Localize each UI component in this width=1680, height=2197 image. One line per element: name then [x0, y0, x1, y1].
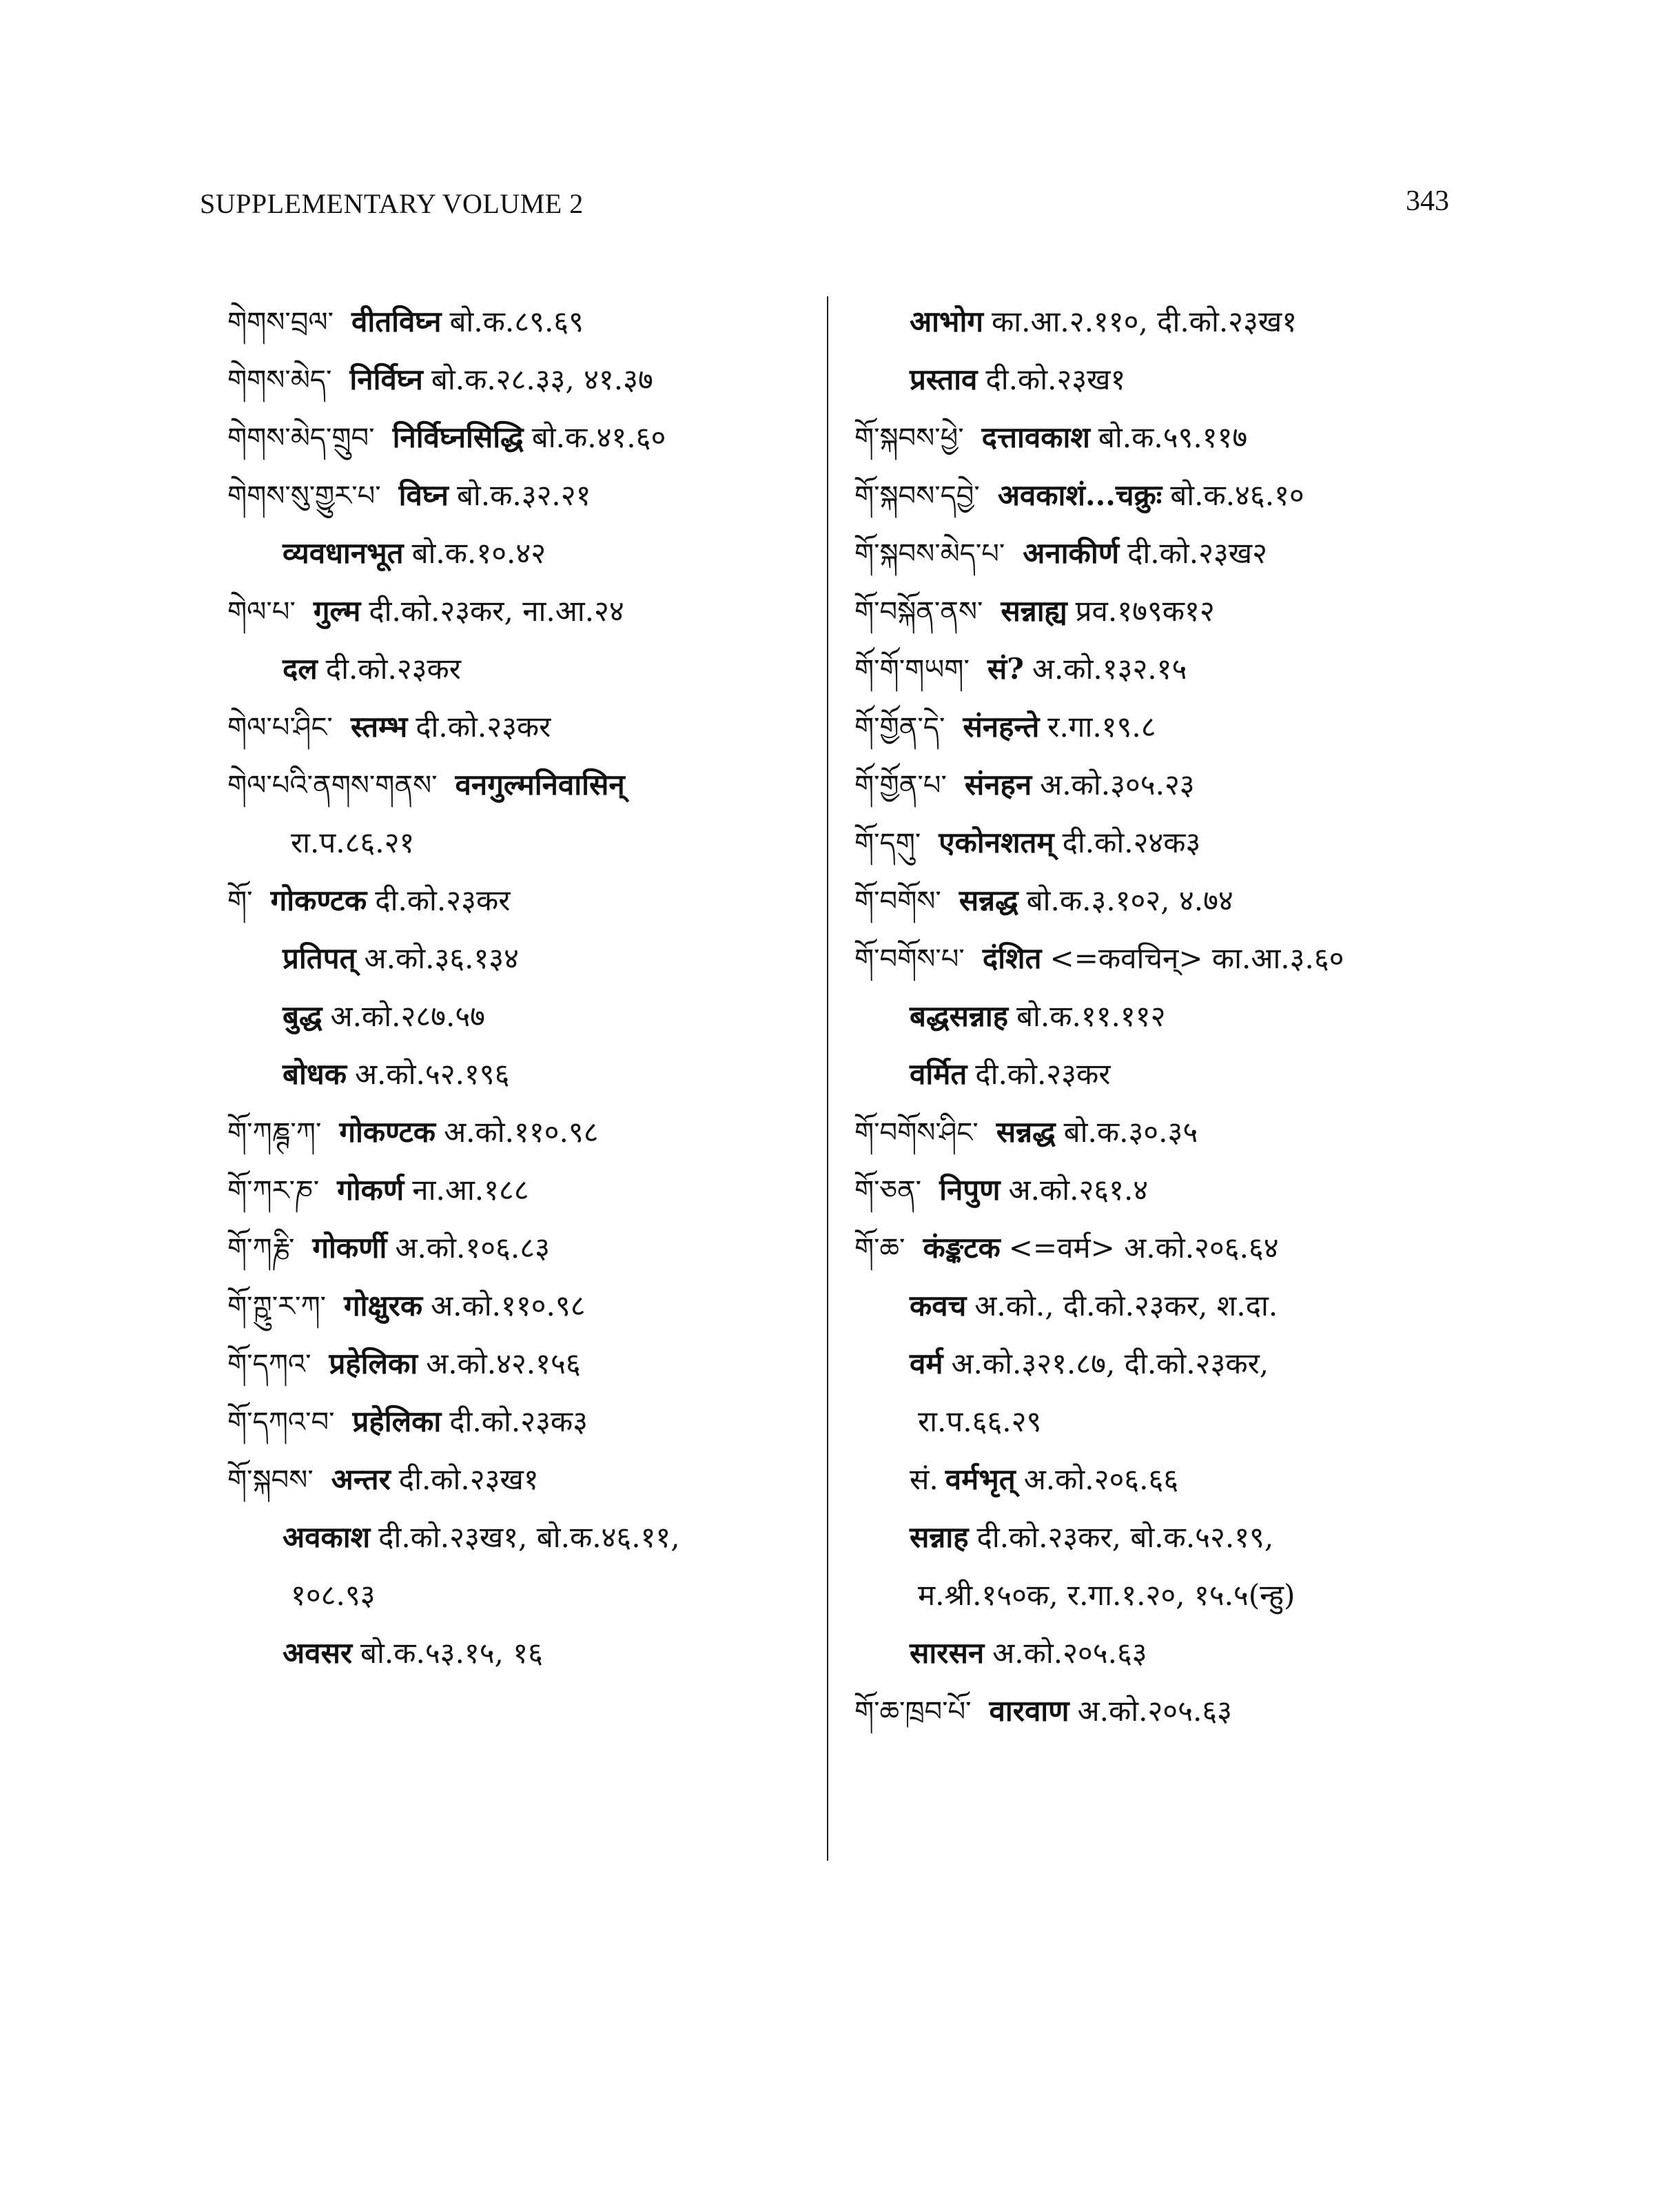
entry-continuation — [854, 1393, 1461, 1451]
entry-continuation — [227, 1566, 834, 1624]
source-reference: दी.को.२३क३ — [449, 1404, 588, 1438]
source-reference: अ.को.२०६.६६ — [1023, 1462, 1179, 1496]
dictionary-entry — [227, 1451, 834, 1509]
source-reference: बो.क.४१.६० — [531, 420, 666, 454]
source-reference: दी.को.२४क३ — [1062, 826, 1201, 859]
source-reference: रा.प.८६.२१ — [291, 826, 415, 859]
dictionary-entry — [854, 1219, 1461, 1277]
sanskrit-equivalent: दल — [283, 652, 318, 686]
entry-continuation — [854, 1624, 1461, 1682]
tibetan-headword: གོ་བསྐོན་ནས་ — [854, 596, 983, 628]
tibetan-headword: གོ་ཀར་ཎ་ — [227, 1175, 320, 1207]
source-reference: बो.क.३२.२१ — [456, 478, 591, 512]
sanskrit-equivalent: अनाकीर्ण — [1023, 536, 1120, 570]
dictionary-entry — [854, 467, 1461, 524]
tibetan-headword: གོ་བགོས་ཤིང་ — [854, 1117, 979, 1149]
sanskrit-equivalent: सन्नद्ध — [996, 1115, 1056, 1149]
source-reference: १०८.९३ — [291, 1578, 376, 1612]
entry-continuation — [854, 293, 1461, 351]
dictionary-entry — [854, 1103, 1461, 1161]
source-reference: बो.क.५९.११७ — [1098, 420, 1248, 454]
tibetan-headword: གོ་ — [227, 886, 253, 917]
source-reference: का.आ.२.११०, दी.को.२३ख१ — [991, 305, 1298, 338]
dictionary-entry — [854, 409, 1461, 467]
dictionary-entry — [227, 872, 834, 930]
sanskrit-equivalent: प्रहेलिका — [352, 1404, 442, 1438]
source-reference: बो.क.१०.४२ — [411, 536, 546, 570]
tibetan-headword: གོ་གྱོན་པ་ — [854, 770, 947, 801]
tibetan-headword: གོ་ཀྵུ་ར་ཀ་ — [227, 1291, 326, 1322]
source-reference: दी.को.२३कर — [325, 652, 461, 686]
column-divider — [827, 296, 828, 1861]
source-reference: अ.को.२६१.४ — [1008, 1173, 1149, 1207]
prefix-label: सं. — [910, 1462, 939, 1496]
dictionary-entry — [227, 1335, 834, 1393]
sanskrit-equivalent: सन्नद्ध — [959, 883, 1018, 917]
source-reference: बो.क.३.१०२, ४.७४ — [1026, 883, 1233, 917]
sanskrit-equivalent: स्तम्भ — [350, 710, 408, 744]
tibetan-headword: གེལ་པའི་ནགས་གནས་ — [227, 770, 438, 801]
tibetan-headword: གོ་སྐབས་ — [227, 1464, 314, 1496]
right-column — [854, 293, 1461, 1740]
dictionary-entry — [854, 756, 1461, 814]
tibetan-headword: གེགས་སུ་གྱུར་པ་ — [227, 480, 381, 512]
sanskrit-equivalent: व्यवधानभूत — [283, 536, 404, 570]
tibetan-headword: གོ་གྱོན་དེ་ — [854, 712, 945, 744]
source-reference: अ.को.१३२.१५ — [1032, 652, 1187, 686]
tibetan-headword: གེལ་པ་ — [227, 596, 296, 628]
tibetan-headword: གོ་ཆ་ — [854, 1233, 905, 1265]
dictionary-entry — [227, 582, 834, 640]
source-reference: बो.क.३०.३५ — [1063, 1115, 1198, 1149]
source-reference: र.गा.१९.८ — [1047, 710, 1156, 744]
entry-continuation — [227, 524, 834, 582]
sanskrit-equivalent: निपुण — [939, 1173, 1001, 1207]
dictionary-entry — [854, 582, 1461, 640]
sanskrit-equivalent: संनहन — [964, 768, 1032, 801]
entry-continuation — [227, 988, 834, 1045]
dictionary-entry — [854, 1161, 1461, 1219]
source-reference: दी.को.२३ख१ — [985, 362, 1126, 396]
tibetan-headword: གོ་སྐབས་ཕྱེ་ — [854, 422, 964, 454]
dictionary-entry — [227, 756, 834, 814]
tibetan-headword: གོ་བགོས་པ་ — [854, 943, 965, 975]
dictionary-entry — [227, 1393, 834, 1451]
dictionary-entry — [227, 1219, 834, 1277]
tibetan-headword: གོ་ཀཎྚ་ཀ་ — [227, 1117, 322, 1149]
sanskrit-equivalent: प्रतिपत् — [283, 941, 356, 975]
source-reference: अ.को.३२१.८७, दी.को.२३कर, — [951, 1347, 1269, 1380]
sanskrit-equivalent: बद्धसन्नाह — [910, 999, 1009, 1033]
tibetan-headword: གོ་ཀརྞི་ — [227, 1233, 295, 1265]
entry-continuation — [854, 1045, 1461, 1103]
source-reference: अ.को.३०५.२३ — [1040, 768, 1195, 801]
source-reference: अ.को., दी.को.२३कर, श.दा. — [974, 1289, 1278, 1322]
sanskrit-equivalent: अन्तर — [331, 1462, 391, 1496]
sanskrit-equivalent: कवच — [910, 1289, 967, 1322]
tibetan-headword: གོ་དཀའ་བ་ — [227, 1407, 335, 1438]
tibetan-headword: གེགས་མེད་ — [227, 365, 332, 396]
sanskrit-equivalent: बुद्ध — [283, 999, 322, 1033]
tibetan-headword: གོ་ཆ་ཁྲབ་པོ་ — [854, 1696, 972, 1728]
dictionary-entry — [854, 872, 1461, 930]
dictionary-entry — [227, 409, 834, 467]
sanskrit-equivalent: निर्विघ्न — [349, 362, 423, 396]
entry-continuation — [854, 1451, 1461, 1509]
dictionary-entry — [854, 524, 1461, 582]
source-reference: अ.को.२०५.६३ — [992, 1636, 1147, 1670]
sanskrit-equivalent: गुल्म — [313, 594, 361, 628]
tibetan-headword: གོ་སྐབས་མེད་པ་ — [854, 538, 1005, 570]
sanskrit-equivalent: कंङ्कटक — [923, 1231, 1001, 1265]
source-reference: बो.क.५३.१५, १६ — [360, 1636, 543, 1670]
sanskrit-equivalent: गोकर्ण — [337, 1173, 404, 1207]
entry-continuation — [854, 988, 1461, 1045]
entry-continuation — [227, 814, 834, 872]
sanskrit-equivalent: सन्नाह्य — [1001, 594, 1067, 628]
dictionary-entry — [227, 467, 834, 524]
sanskrit-equivalent: वनगुल्मनिवासिन् — [455, 768, 625, 801]
sanskrit-equivalent: एकोनशतम् — [939, 826, 1054, 859]
source-reference: ना.आ.१८८ — [412, 1173, 529, 1207]
tibetan-headword: གོ་དཀའ་ — [227, 1349, 311, 1380]
source-reference: दी.को.२३कर — [375, 883, 511, 917]
source-reference: <=कवचिन्> का.आ.३.६० — [1049, 941, 1344, 975]
sanskrit-equivalent: वर्म — [910, 1347, 943, 1380]
sanskrit-equivalent: गोकण्टक — [270, 883, 367, 917]
entry-continuation — [854, 351, 1461, 409]
source-reference: प्रव.१७९क१२ — [1075, 594, 1215, 628]
entry-continuation — [854, 1509, 1461, 1566]
source-reference: बो.क.२८.३३, ४१.३७ — [431, 362, 653, 396]
tibetan-headword: གོ་དགུ་ — [854, 828, 921, 859]
sanskrit-equivalent: सारसन — [910, 1636, 985, 1670]
sanskrit-equivalent: वर्मित — [910, 1057, 967, 1091]
source-reference: दी.को.२३कर — [416, 710, 551, 744]
sanskrit-equivalent: सन्नाह — [910, 1520, 969, 1554]
sanskrit-equivalent: विघ्न — [398, 478, 449, 512]
tibetan-headword: གོ་སྐབས་དབྱེ་ — [854, 480, 980, 512]
source-reference: <=वर्म> अ.को.२०६.६४ — [1008, 1231, 1279, 1265]
source-reference: अ.को.५२.१९६ — [354, 1057, 510, 1091]
sanskrit-equivalent: निर्विघ्नसिद्धि — [392, 420, 524, 454]
sanskrit-equivalent: अवकाश — [283, 1520, 371, 1554]
entry-continuation — [227, 1509, 834, 1566]
sanskrit-equivalent: संनहन्ते — [963, 710, 1040, 744]
entry-continuation — [854, 1566, 1461, 1624]
tibetan-headword: གེལ་པ་ཤིང་ — [227, 712, 333, 744]
dictionary-entry — [227, 293, 834, 351]
source-reference: दी.को.२३ख२ — [1127, 536, 1267, 570]
sanskrit-equivalent: प्रस्ताव — [910, 362, 978, 396]
sanskrit-equivalent: गोकण्टक — [339, 1115, 436, 1149]
source-reference: अ.को.४२.१५६ — [426, 1347, 581, 1380]
source-reference: अ.को.२०५.६३ — [1077, 1694, 1233, 1728]
tibetan-headword: གོ་གོ་གཡག་ — [854, 654, 970, 686]
sanskrit-equivalent: गोक्षुरक — [344, 1289, 423, 1322]
sanskrit-equivalent: बोधक — [283, 1057, 347, 1091]
source-reference: दी.को.२३ख१, बो.क.४६.११, — [378, 1520, 680, 1554]
dictionary-entry — [854, 640, 1461, 698]
sanskrit-equivalent: आभोग — [910, 305, 983, 338]
page-number: 343 — [1406, 185, 1449, 217]
source-reference: रा.प.६६.२९ — [918, 1404, 1042, 1438]
sanskrit-equivalent: वर्मभृत् — [945, 1462, 1016, 1496]
dictionary-entry — [227, 1277, 834, 1335]
dictionary-entry — [227, 698, 834, 756]
sanskrit-equivalent: दत्तावकाश — [981, 420, 1090, 454]
entry-continuation — [227, 1624, 834, 1682]
entry-continuation — [227, 640, 834, 698]
sanskrit-equivalent: सं? — [987, 652, 1024, 686]
tibetan-headword: གེགས་མེད་གྲུབ་ — [227, 422, 375, 454]
source-reference: अ.को.११०.९८ — [444, 1115, 599, 1149]
sanskrit-equivalent: गोकर्णी — [312, 1231, 387, 1265]
dictionary-entry — [227, 351, 834, 409]
sanskrit-equivalent: वारवाण — [989, 1694, 1069, 1728]
dictionary-entry — [854, 930, 1461, 988]
tibetan-headword: གོ་ཅན་ — [854, 1175, 922, 1207]
entry-continuation — [227, 930, 834, 988]
source-reference: बो.क.४६.१० — [1170, 478, 1304, 512]
running-head: SUPPLEMENTARY VOLUME 2 — [200, 188, 584, 219]
source-reference: अ.को.२८७.५७ — [330, 999, 486, 1033]
dictionary-entry — [227, 1161, 834, 1219]
dictionary-entry — [854, 814, 1461, 872]
entry-continuation — [854, 1277, 1461, 1335]
source-reference: दी.को.२३ख१ — [398, 1462, 539, 1496]
entry-continuation — [854, 1335, 1461, 1393]
source-reference: बो.क.११.११२ — [1016, 999, 1166, 1033]
source-reference: दी.को.२३कर, बो.क.५२.१९, — [976, 1520, 1274, 1554]
left-column — [227, 293, 834, 1682]
sanskrit-equivalent: प्रहेलिका — [329, 1347, 418, 1380]
source-reference: अ.को.१०६.८३ — [395, 1231, 550, 1265]
dictionary-entry — [854, 1682, 1461, 1740]
sanskrit-equivalent: अवकाशं...चक्रुः — [997, 478, 1162, 512]
source-reference: म.श्री.१५०क, र.गा.१.२०, १५.५(न्हु) — [918, 1578, 1295, 1612]
dictionary-entry — [854, 698, 1461, 756]
sanskrit-equivalent: अवसर — [283, 1636, 353, 1670]
source-reference: दी.को.२३कर, ना.आ.२४ — [369, 594, 624, 628]
tibetan-headword: གེགས་བྲལ་ — [227, 307, 334, 338]
entry-continuation — [227, 1045, 834, 1103]
source-reference: अ.को.३६.१३४ — [364, 941, 519, 975]
sanskrit-equivalent: दंशित — [982, 941, 1042, 975]
source-reference: बो.क.८९.६९ — [449, 305, 584, 338]
tibetan-headword: གོ་བགོས་ — [854, 886, 941, 917]
source-reference: अ.को.११०.९८ — [431, 1289, 586, 1322]
sanskrit-equivalent: वीतविघ्न — [351, 305, 442, 338]
source-reference: दी.को.२३कर — [975, 1057, 1111, 1091]
dictionary-entry — [227, 1103, 834, 1161]
